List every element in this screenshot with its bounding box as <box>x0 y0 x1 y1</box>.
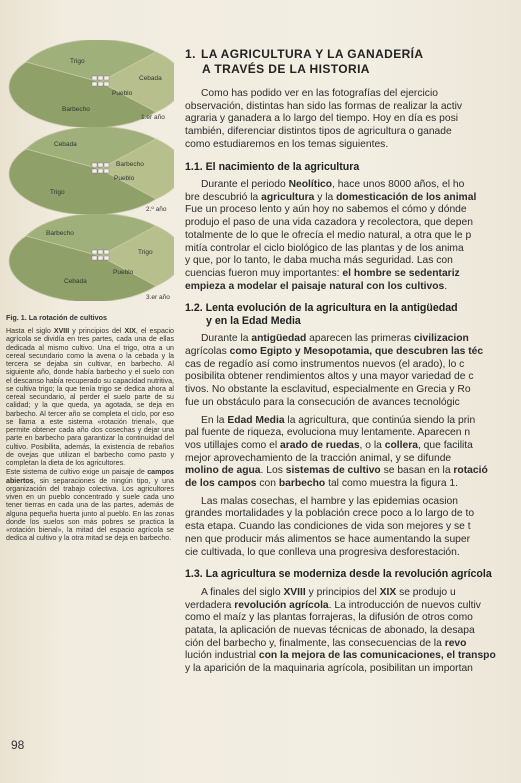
text-line: cie cultivada, lo que conlleva una progresiva desforestación. <box>185 546 460 558</box>
emphasis-text: rotació <box>453 465 488 477</box>
emphasis-text: revo <box>444 637 467 649</box>
emphasis-text: molino de agua <box>185 465 261 477</box>
village-house-icon <box>92 82 97 86</box>
subsection-heading <box>185 302 521 327</box>
text-line: Las malas cosechas, el hambre y las epidemias ocasion <box>201 495 458 507</box>
village-house-icon <box>98 76 103 80</box>
emphasis-text: collera <box>384 439 418 451</box>
text-line: también, diferenciar distintos tipos de agricultura o ganade <box>185 126 452 138</box>
text-line: lución industrial con la mejora de las comunicaciones, el transpo <box>185 650 496 662</box>
emphasis-text: XVIII <box>283 586 306 598</box>
field-label-barbecho: Barbecho <box>46 230 74 237</box>
text-line: observación, distintas han sido las formas de realizar la activ <box>185 100 463 112</box>
emphasis-text: XIX <box>379 586 397 598</box>
village-house-icon <box>92 76 97 80</box>
emphasis-text: Edad Media <box>227 414 285 426</box>
text-line: nen que producir más alimentos se hace aumentando la super <box>185 533 471 545</box>
text-line: molino de agua. Los sistemas de cultivo se basan en la rotació <box>185 465 488 477</box>
rotation-diagram <box>6 127 174 214</box>
emphasis-text: empieza a modelar el paisaje natural con los cultivos <box>185 280 445 292</box>
text-line: Fue un proceso lento y aún hoy no sabemos el cómo y dónde <box>185 204 467 216</box>
subsection-title-line: y en la Edad Media <box>206 314 301 327</box>
village-house-icon <box>92 163 97 167</box>
text-line: mejor aprovechamiento de la tracción animal, y se difunde <box>185 452 452 464</box>
subsection-paragraph <box>185 496 521 560</box>
subsection-paragraph <box>185 415 521 491</box>
figure-caption: Fig. 1. La rotación de cultivos <box>6 313 108 322</box>
emphasis-text: el hombre se sedentariz <box>342 267 460 279</box>
sidebar-paragraph: Hasta el siglo XVIII y principios del XIX, el espacio agrícola se dividía en tres partes, cada una de ellas dedicada al mismo cultivo. Una el trigo, otra a un cereal secundario como la avena o la cebada y la tercera se dejaba sin cultivar, en barbecho. Al siguiente año, donde había barbecho y el suelo con el descanso había recuperado su capacidad nutritiva, se cultiva trigo; la que tenía trigo se dedica ahora al cereal secundario, al perder el suelo parte de su calidad; y la que queda, ya agotada, se deja en barbecho. Al tercer año se completa el ciclo, por eso se llama a este sistema «rotación trienal», que permite obtener cada año dos cosechas y dejar una parte en barbecho para garantizar la continuidad del cultivo. Posibilita, además, la existencia de rebaños de ovejas que utilizan el barbecho como pasto y completan la dieta de los agricultores. <box>6 327 174 467</box>
text-line: pal fuente de riqueza, evoluciona muy lentamente. Aparecen n <box>185 427 471 439</box>
field-label-trigo: Trigo <box>50 189 65 196</box>
village-house-icon <box>104 163 109 167</box>
emphasis-text: de los campos <box>185 478 257 490</box>
year-label: 2.º año <box>146 206 167 213</box>
emphasis-text: arado de ruedas <box>280 439 360 451</box>
field-label-cebada: Cebada <box>64 278 87 285</box>
year-label: 1.er año <box>141 114 165 121</box>
text-line: grandes mortalidades y la población crece poco a lo largo de to <box>185 508 475 520</box>
text-line: vos utillajes como el arado de ruedas, o la collera, que facilita <box>185 439 473 451</box>
emphasis-text: antigüedad <box>251 333 307 345</box>
text-line: bre descubrió la agricultura y la domesticación de los animal <box>185 191 477 203</box>
field-label-cebada: Cebada <box>54 141 77 148</box>
text-line: Durante el periodo Neolítico, hace unos 8000 años, el ho <box>201 179 465 191</box>
text-line: Como has podido ver en las fotografías del ejercicio <box>201 88 438 99</box>
text-line: posibilita obtener rendimientos altos y una mayor variedad de c <box>185 371 474 383</box>
text-line: A finales del siglo XVIII y principios del XIX se produjo u <box>201 586 456 598</box>
text-line: y que, por lo tanto, le daba mucha más seguridad. Las con <box>185 255 453 267</box>
text-line: empieza a modelar el paisaje natural con los cultivos. <box>185 280 448 292</box>
sidebar-paragraph: Este sistema de cultivo exige un paisaje de campos abiertos, sin separaciones de ningún tipo, y una organización del trabajo colectiva. Los agricultores viven en un pueblo concentrado y suele cada uno tener tierras en cada una de las partes, además de alguna pequeña huerta junto al pueblo. En las zonas donde los suelos son más pobres se practica la «rotación bienal», la mitad del espacio agrícola se dedica al cultivo y la otra mitad se deja en barbecho. <box>6 468 174 543</box>
sidebar-text <box>6 327 174 543</box>
text-line: patata, la aplicación de nuevas técnicas de abonado, la desapa <box>185 624 475 636</box>
text-line: y la aparición de la maquinaria agrícola, posibilitan un importan <box>185 663 473 675</box>
text-line: agrícolas como Egipto y Mesopotamia, que descubren las téc <box>185 346 484 358</box>
emphasis-text: domesticación de los animal <box>336 191 477 203</box>
section-number: 1. <box>185 47 196 61</box>
emphasis-text: XVIII <box>53 327 70 335</box>
village-house-icon <box>92 169 97 173</box>
text-line: produjo el paso de una vida cazadora y recolectora, que depen <box>185 217 473 229</box>
village-house-icon <box>98 169 103 173</box>
field-label-pueblo: Pueblo <box>112 90 133 97</box>
field-label-barbecho: Barbecho <box>62 106 90 113</box>
intro-paragraph <box>185 88 521 152</box>
text-line: agraria y ganadera a lo largo del tiempo. Hoy en día es posi <box>185 113 459 125</box>
village-house-icon <box>104 169 109 173</box>
text-line: verdadera revolución agrícola. La introducción de nuevos cultiv <box>185 599 481 611</box>
emphasis-text: Neolítico <box>288 179 333 191</box>
text-line: fue un obstáculo para la consecución de avances tecnológic <box>185 396 460 408</box>
text-line: tivos. No obstante la esclavitud, especialmente en Grecia y Ro <box>185 384 471 396</box>
village-house-icon <box>98 163 103 167</box>
text-line: de los campos con barbecho tal como muestra la figura 1. <box>185 478 458 490</box>
village-house-icon <box>92 256 97 260</box>
village-house-icon <box>104 250 109 254</box>
subsection-paragraph <box>185 333 521 409</box>
section-title-line: A TRAVÉS DE LA HISTORIA <box>202 61 370 76</box>
subsection-title-line: 1.2. Lenta evolución de la agricultura en la antigüedad <box>185 302 458 315</box>
text-line: como el maíz y las plantas forrajeras, la difusión de otros como <box>185 612 473 624</box>
subsection-paragraph <box>185 587 521 676</box>
village-house-icon <box>98 256 103 260</box>
emphasis-text: sistemas de cultivo <box>285 465 381 477</box>
figure-column <box>6 40 174 544</box>
emphasis-text: revolución agrícola <box>234 599 329 611</box>
emphasis-text: campos abiertos <box>6 468 174 485</box>
subsection-paragraph <box>185 179 521 293</box>
rotation-diagram <box>6 40 174 127</box>
field-label-cebada: Cebada <box>139 75 162 82</box>
emphasis-text: civilizacion <box>413 333 469 345</box>
field-label-trigo: Trigo <box>70 58 85 65</box>
text-line: cas de regadío así como instrumentos nuevos (el arado), lo c <box>185 358 465 370</box>
village-house-icon <box>98 250 103 254</box>
field-map-svg <box>6 127 174 214</box>
village-house-icon <box>104 256 109 260</box>
section-title-line: LA AGRICULTURA Y LA GANADERÍA <box>201 47 424 61</box>
village-house-icon <box>98 82 103 86</box>
village-house-icon <box>104 82 109 86</box>
year-label: 3.er año <box>146 294 170 301</box>
emphasis-text: con la mejora de las comunicaciones, el transpo <box>255 650 496 662</box>
field-label-pueblo: Pueblo <box>113 269 134 276</box>
text-line: totalmente de lo que le ofrecía el medio natural, a otra que le p <box>185 229 472 241</box>
field-label-trigo: Trigo <box>138 249 153 256</box>
emphasis-text: como Egipto y Mesopotamia, que descubren las téc <box>226 346 484 358</box>
field-map-svg <box>6 214 174 301</box>
emphasis-text: agricultura <box>261 191 315 203</box>
subsection-heading: 1.1. El nacimiento de la agricultura <box>185 160 360 173</box>
village-house-icon <box>92 250 97 254</box>
text-line: esta etapa. Cuando las condiciones de vida son mejores y se t <box>185 521 471 533</box>
crop-rotation-figure <box>6 40 174 301</box>
village-house-icon <box>104 76 109 80</box>
section-heading <box>185 47 521 76</box>
main-column <box>185 40 521 681</box>
emphasis-text: XIX <box>124 327 136 335</box>
emphasis-text: barbecho <box>278 478 326 490</box>
text-line: cuencias fueron muy importantes: el hombre se sedentariz <box>185 267 460 279</box>
text-line: como estudiaremos en los temas siguientes. <box>185 138 389 150</box>
text-line: mitía controlar el ciclo biológico de las plantas y de los anima <box>185 242 464 254</box>
subsection-heading: 1.3. La agricultura se moderniza desde la revolución agrícola <box>185 568 492 581</box>
field-label-pueblo: Pueblo <box>114 175 135 182</box>
page-number: 98 <box>11 738 25 752</box>
text-line: Durante la antigüedad aparecen las primeras civilizacion <box>201 333 469 345</box>
field-label-barbecho: Barbecho <box>116 161 144 168</box>
text-line: En la Edad Media la agricultura, que continúa siendo la prin <box>201 414 476 426</box>
text-line: ción del barbecho y, finalmente, las consecuencias de la revo <box>185 637 467 649</box>
rotation-diagram <box>6 214 174 301</box>
